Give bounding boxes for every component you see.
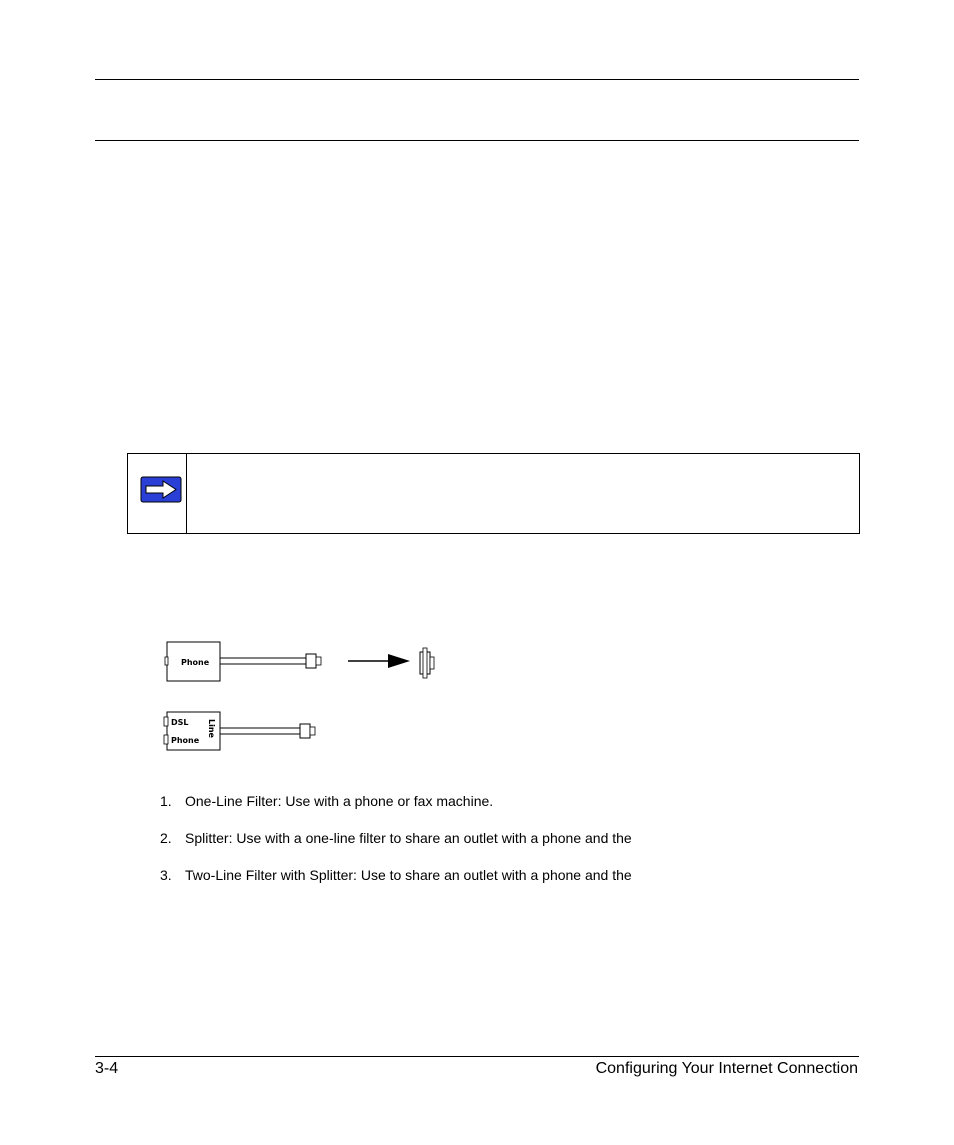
two-line-filter-line-label: Line <box>207 719 216 738</box>
list-item-text: Splitter: Use with a one-line filter to share an outlet with a phone and the <box>185 830 632 846</box>
list-item-number: 1. <box>160 793 172 809</box>
filter-diagram <box>160 635 460 755</box>
wall-jack <box>420 648 434 678</box>
list-item <box>160 793 632 809</box>
list-item <box>160 830 632 846</box>
list-item <box>160 867 632 883</box>
filter-list <box>160 793 632 904</box>
header-rule-bottom <box>95 140 859 141</box>
list-item-text: Two-Line Filter with Splitter: Use to share an outlet with a phone and the <box>185 867 632 883</box>
list-item-number: 3. <box>160 867 172 883</box>
two-line-filter <box>164 712 315 750</box>
footer-rule <box>95 1056 859 1057</box>
one-line-filter-label: Phone <box>181 658 210 667</box>
note-box <box>127 453 860 534</box>
list-item-number: 2. <box>160 830 172 846</box>
two-line-filter-phone-label: Phone <box>171 736 200 745</box>
page-number: 3-4 <box>95 1060 119 1077</box>
note-divider <box>186 454 187 533</box>
list-item-text: One-Line Filter: Use with a phone or fax machine. <box>185 793 494 809</box>
filter-figure <box>160 635 460 755</box>
connection-arrow <box>348 654 410 668</box>
right-arrow-icon <box>140 476 182 503</box>
header-rule-top <box>95 79 859 80</box>
two-line-filter-dsl-label: DSL <box>171 718 189 727</box>
one-line-filter <box>165 642 321 681</box>
chapter-title: Configuring Your Internet Connection <box>595 1060 858 1077</box>
